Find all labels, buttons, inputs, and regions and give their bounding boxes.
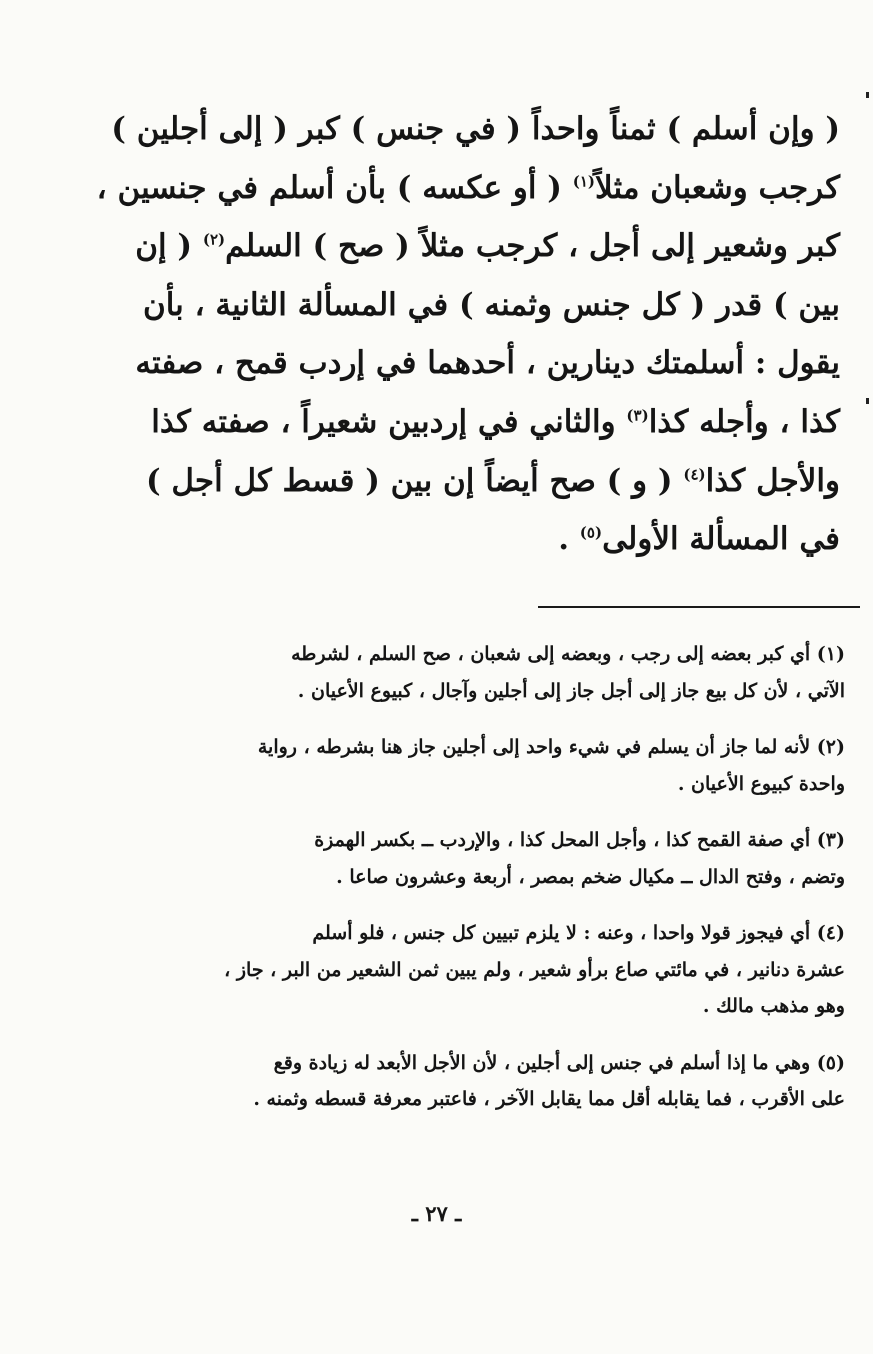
main-line: يقول : أسلمتك دينارين ، أحدهما في إردب قمح ، صفته	[135, 345, 840, 382]
footnote-marker[interactable]: (٣)	[626, 406, 649, 425]
footnote-5	[125, 1045, 845, 1118]
main-line: والأجل كذا$^{(٤)}$ ( و ) صح أيضاً إن بين ( قسط كل أجل )	[145, 462, 840, 499]
footnote-line: (١) أي كبر بعضه إلى رجب ، وبعضه إلى شعبان ، صح السلم ، لشرطه	[291, 643, 845, 665]
footnote-line: على الأقرب ، فما يقابله أقل مما يقابل الآخر ، فاعتبر معرفة قسطه وثمنه .	[253, 1088, 845, 1110]
main-line: ( وإن أسلم ) ثمناً واحداً ( في جنس ) كبر ( إلى أجلين )	[111, 111, 840, 147]
footnote-marker[interactable]: (٤)	[683, 465, 706, 484]
main-line: بين ) قدر ( كل جنس وثمنه ) في المسألة الثانية ، بأن	[142, 286, 840, 323]
footnote-line: (٢) لأنه لما جاز أن يسلم في شيء واحد إلى أجلين جاز هنا بشرطه ، رواية	[257, 736, 845, 758]
main-line: كرجب وشعبان مثلاً$^{(١)}$ ( أو عكسه ) بأن أسلم في جنسين ،	[96, 169, 840, 206]
footnote-2	[125, 729, 845, 802]
footnote-divider	[538, 606, 860, 608]
footnote-line: واحدة كبيوع الأعيان .	[677, 772, 845, 795]
footnote-3	[125, 822, 845, 895]
footnote-line: (٥) وهي ما إذا أسلم في جنس إلى أجلين ، لأن الأجل الأبعد له زيادة وقع	[273, 1051, 845, 1074]
footnote-line: الآتي ، لأن كل بيع جاز إلى أجل جاز إلى أجلين وآجال ، كبيوع الأعيان .	[297, 679, 845, 702]
footnote-marker[interactable]: (٥)	[579, 523, 603, 542]
footnote-line: عشرة دنانير ، في مائتي صاع برأو شعير ، ولم يبين ثمن الشعير من البر ، جاز ،	[224, 958, 845, 981]
footnote-line: (٤) أي فيجوز قولا واحدا ، وعنه : لا يلزم تبيين كل جنس ، فلو أسلم	[312, 922, 845, 944]
footnote-marker[interactable]: (٢)	[202, 230, 226, 249]
page-number: ـ ٢٧ ـ	[411, 1201, 462, 1226]
footnote-line: وهو مذهب مالك .	[702, 995, 845, 1017]
main-line: في المسألة الأولى$^{(٥)}$ .	[558, 521, 840, 558]
scan-speck	[866, 398, 869, 404]
footnote-marker[interactable]: (١)	[572, 172, 596, 191]
footnote-line: (٣) أي صفة القمح كذا ، وأجل المحل كذا ، والإردب ــ بكسر الهمزة	[314, 829, 845, 851]
main-text	[96, 100, 840, 569]
footnote-1	[125, 636, 845, 709]
footnote-4	[125, 915, 845, 1025]
main-line: كبر وشعير إلى أجل ، كرجب مثلاً ( صح ) السلم$^{(٢)}$ ( إن	[135, 228, 840, 265]
footnote-line: وتضم ، وفتح الدال ــ مكيال ضخم بمصر ، أربعة وعشرون صاعا .	[336, 865, 845, 888]
main-line: كذا ، وأجله كذا$^{(٣)}$ والثاني في إردبين شعيراً ، صفته كذا	[151, 403, 840, 440]
scan-speck	[866, 92, 869, 98]
footnotes	[125, 636, 845, 1138]
